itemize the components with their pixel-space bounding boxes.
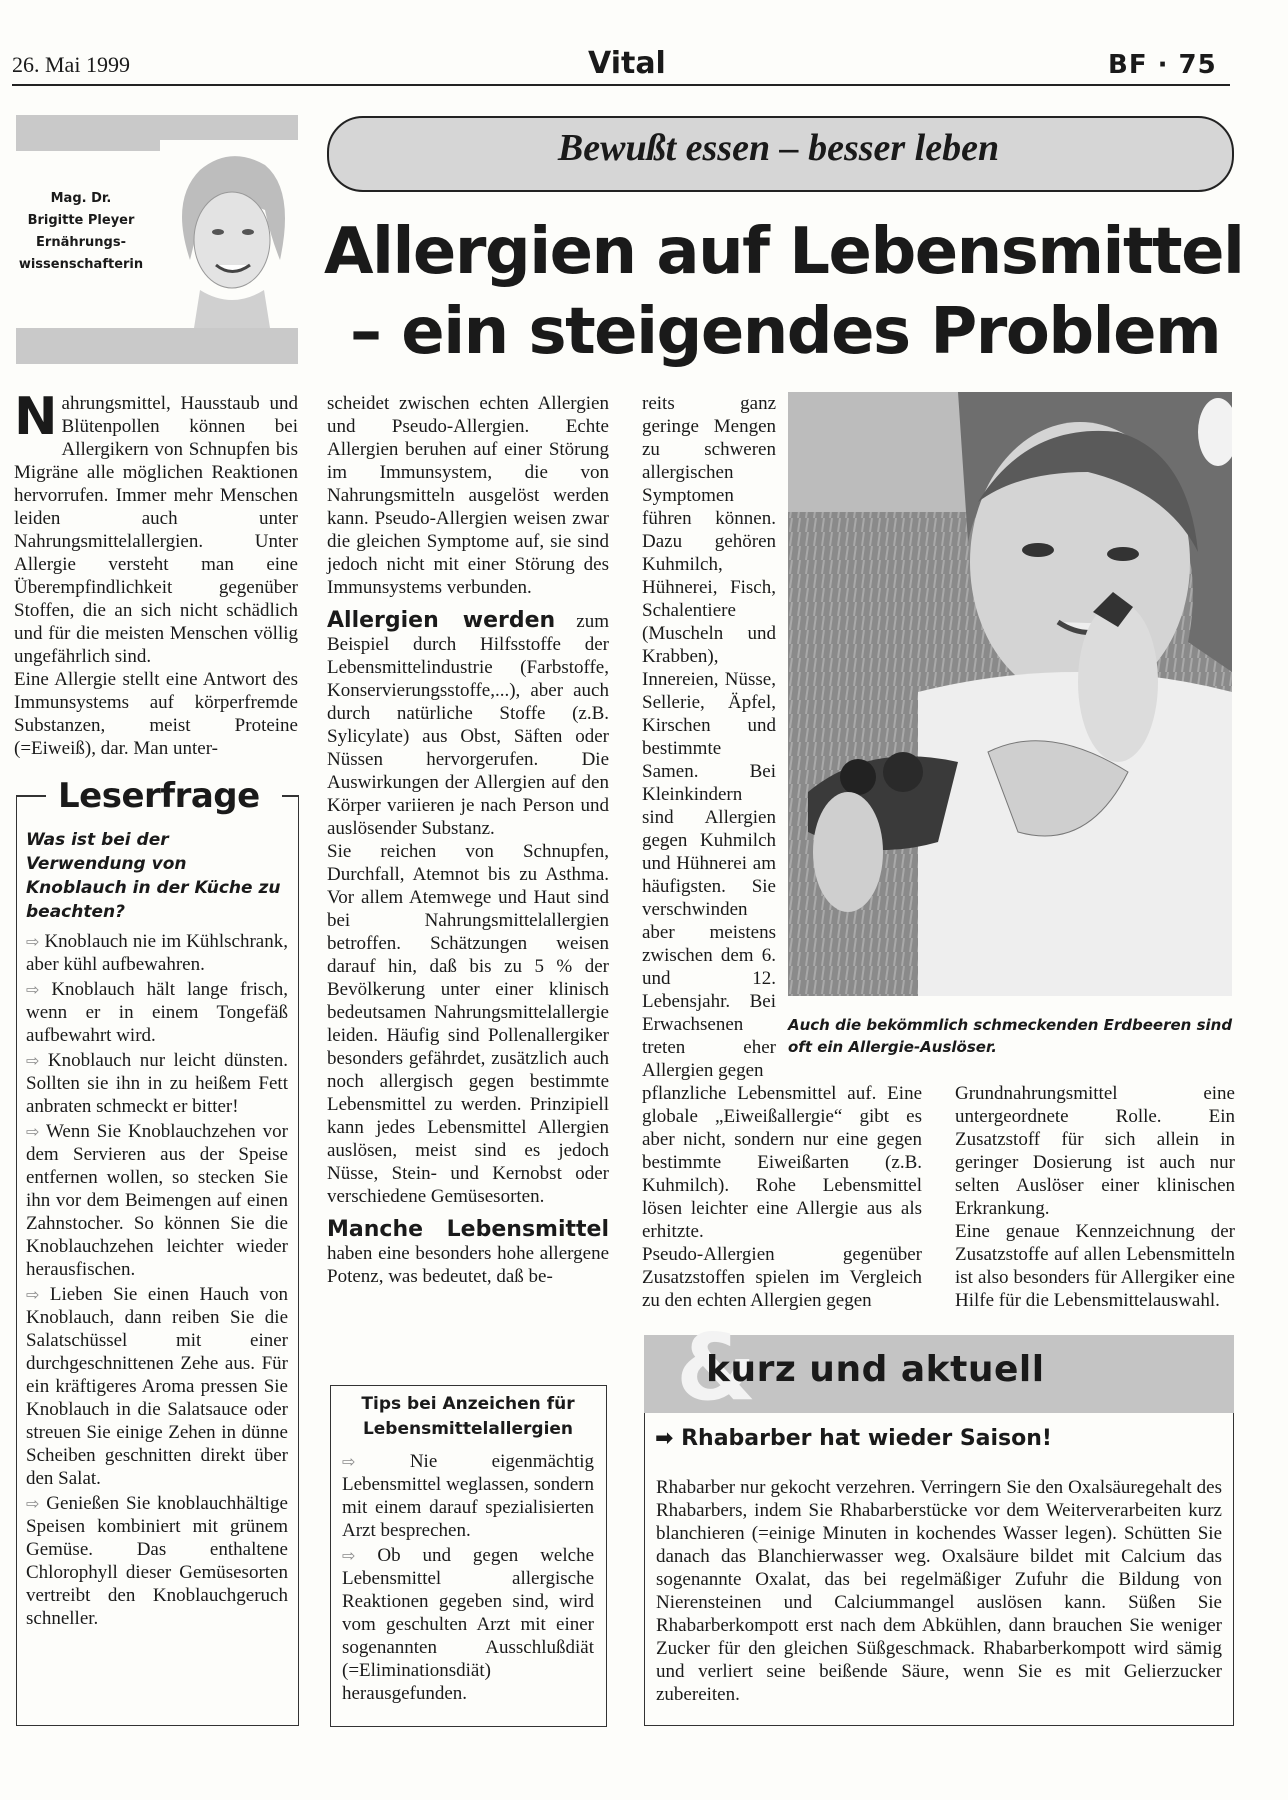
- tips-content: [342, 1392, 594, 1707]
- arrow-right-icon: ⇨: [26, 1494, 40, 1513]
- list-item: [342, 1450, 594, 1542]
- list-item: [26, 930, 288, 976]
- list-item: [26, 1049, 288, 1118]
- col2-paragraph-1: scheidet zwischen echten Allergien und Pseudo-Allergien. Echte Allergien beruhen auf einer Störung im Immunsystem, die von Nahrungsmitteln ausgelöst werden kann. Pseudo-Allergien weisen zwar die gleichen Symptome auf, sie sind jedoch nicht mit einer Störung des Immunsystems verbunden.: [327, 393, 609, 598]
- author-bar-bottom: [16, 328, 298, 364]
- col2-paragraph-2: zum Beispiel durch Hilfsstoffe der Lebensmittelindustrie (Farbstoffe, Konservierungsstoffe,...), aber auch durch natürliche Stoffe (z.B. Sylicylate) aus Obst, Säften oder Nüssen hervorgerufen. Die Auswirkungen der Allergien auf den Körper variieren je nach Person und auslösender Substanz.: [327, 611, 609, 839]
- col3-paragraph-1: reits ganz geringe Mengen zu schweren allergischen Symptomen führen können. Dazu gehören Kuhmilch, Hühnerei, Fisch, Schalentiere (Muscheln und Krabben), Innereien, Nüsse, Sellerie, Äpfel, Kirschen und bestimmte Samen. Bei Kleinkindern sind Allergien gegen Kuhmilch und Hühnerei am häufigsten. Sie verschwinden aber meistens zwischen dem 6. und 12. Lebensjahr. Bei Erwachsenen treten eher Allergien gegen: [642, 393, 776, 1081]
- bottom-left-paragraph-1: pflanzliche Lebensmittel auf. Eine globale „Eiweißallergie“ gibt es aber nicht, sondern nur eine gegen bestimmte Eiweißarten (z.B. Kuhmilch). Rohe Lebensmittel lösen leichter eine Allergie aus als erhitzte.: [642, 1083, 922, 1242]
- arrow-right-icon: ⇨: [26, 980, 40, 999]
- headline-line-2: – ein steigendes Problem: [350, 295, 1221, 369]
- list-item: [26, 978, 288, 1047]
- bottom-left-paragraph-2: Pseudo-Allergien gegenüber Zusatzstoffen spielen im Vergleich zu den echten Allergien gegen: [642, 1244, 922, 1311]
- intro-paragraph-1: ahrungsmittel, Hausstaub und Blütenpollen können bei Allergikern von Schnupfen bis Migräne alle möglichen Reaktionen hervorrufen. Immer mehr Menschen leiden auch unter Nahrungsmittelallergien. Unter Allergie versteht man eine Überempfindlichkeit gegenüber Stoffen, die an sich nicht schädlich und für die meisten Menschen völlig ungefährlich sind.: [14, 393, 298, 667]
- issue-date: 26. Mai 1999: [12, 52, 130, 77]
- col2-paragraph-3: Sie reichen von Schnupfen, Durchfall, Atemnot bis zu Asthma. Vor allem Atemwege und Haut sind bei Nahrungsmittelallergien betroffen. Schätzungen weisen darauf hin, daß bis zu 5 % der Bevölkerung unter einer klinisch bedeutsamen Nahrungsmittelallergie leiden. Häufig sind Pollenallergiker besonders gefährdet, zusätzlich auch noch allergisch gegen bestimmte Lebensmittel zu werden. Prinzipiell kann jedes Lebensmittel Allergien auslösen, meist sind es jedoch Nüsse, Stein- und Kernobst oder verschiedene Gemüsesorten.: [327, 841, 609, 1207]
- column-2: [327, 392, 609, 1288]
- headline-line-1: Allergien auf Lebensmittel: [324, 215, 1244, 289]
- list-item-text: Wenn Sie Knoblauchzehen vor dem Servieren aus der Speise entfernen wollen, so stecken Sie ihn vor dem Beimengen auf einen Zahnstocher. So können Sie die Knoblauchzehen leichter wieder herausfischen.: [26, 1121, 288, 1280]
- arrow-right-icon: ⇨: [342, 1452, 356, 1471]
- intro-paragraph-2: Eine Allergie stellt eine Antwort des Immunsystems auf körperfremde Substanzen, meist Proteine (=Eiweiß), dar. Man unter-: [14, 669, 298, 759]
- ampersand-mark: &: [676, 1314, 757, 1421]
- arrow-right-icon: ⇨: [342, 1546, 356, 1565]
- leserfrage-content: [26, 828, 288, 1632]
- bottom-left-column: [642, 1082, 922, 1312]
- list-item-text: Knoblauch hält lange frisch, wenn er in einem Tongefäß aufbewahrt wird.: [26, 979, 289, 1046]
- leserfrage-title: Leserfrage: [58, 776, 260, 816]
- list-item-text: Ob und gegen welche Lebensmittel allergische Reaktionen gegeben sind, wird vom geschulten Arzt mit einer sogenannten Ausschlußdiät (=Eliminationsdiät) herausgefunden.: [342, 1545, 595, 1704]
- tips-title: Tips bei Anzeichen für Lebensmittelallergien: [361, 1394, 575, 1439]
- bottom-right-column: [955, 1082, 1235, 1312]
- arrow-right-icon: ⇨: [26, 1122, 40, 1141]
- list-item-text: Knoblauch nur leicht dünsten. Sollten sie ihn in zu heißem Fett anbraten schmeckt er bitter!: [26, 1050, 288, 1117]
- leserfrage-question: Was ist bei der Verwendung von Knoblauch in der Küche zu beachten?: [26, 830, 281, 922]
- list-item-text: Knoblauch nie im Kühlschrank, aber kühl aufbewahren.: [26, 931, 288, 975]
- kurz-title: kurz und aktuell: [706, 1349, 1045, 1390]
- author-credit: [16, 188, 146, 276]
- list-item: [342, 1544, 594, 1705]
- list-item-text: Lieben Sie einen Hauch von Knoblauch, dann reiben Sie die Salatschüssel mit einer durchgeschnittenen Zehe aus. Für ein kräftigeres Aroma pressen Sie Knoblauch in die Salatsauce oder streuen Sie einige Zehen in dünne Scheiben geschnitten direkt über den Salat.: [26, 1284, 288, 1489]
- col2-lead-allergien: Allergien werden: [327, 608, 556, 633]
- section-title: Vital: [588, 46, 666, 81]
- photo-girl-strawberries: [788, 392, 1232, 996]
- col2-paragraph-4: haben eine besonders hohe allergene Potenz, was bedeutet, daß be-: [327, 1243, 609, 1287]
- drop-cap: N: [14, 387, 58, 447]
- arrow-right-icon: ⇨: [26, 1051, 40, 1070]
- list-item: [26, 1492, 288, 1630]
- header-rule: [12, 84, 1230, 86]
- arrow-right-icon: ➡: [655, 1426, 674, 1451]
- author-role-1: Ernährungs-: [36, 235, 126, 250]
- author-role-2: wissenschafterin: [18, 257, 144, 272]
- intro-text: [14, 387, 298, 760]
- author-name: Brigitte Pleyer: [27, 213, 135, 228]
- column-3: [642, 392, 776, 1082]
- kurz-subtitle: Rhabarber hat wieder Saison!: [681, 1426, 1052, 1451]
- author-portrait: [160, 140, 298, 328]
- kurz-subtitle-row: [655, 1426, 1052, 1451]
- page-number: BF · 75: [1108, 50, 1217, 80]
- list-item-text: Genießen Sie knoblauchhältige Speisen kombiniert mit grünem Gemüse. Das enthaltene Chlorophyll dieser Gemüsesorten vertreibt den Knoblauchgeruch schneller.: [26, 1493, 288, 1629]
- leserfrage-rule-right: [282, 795, 298, 797]
- kicker-text: Bewußt essen – besser leben: [557, 127, 1000, 169]
- arrow-right-icon: ⇨: [26, 1285, 40, 1304]
- col2-lead-manche: Manche Lebensmittel: [327, 1217, 609, 1242]
- kurz-text: Rhabarber nur gekocht verzehren. Verringern Sie den Oxalsäuregehalt des Rhabarbers, indem Sie Rhabarberstücke vor dem Weiterverarbeiten kurz blanchieren (=einige Minuten in kochendes Wasser legen). Schütten Sie danach das Blanchierwasser weg. Oxalsäure bildet mit Calcium das sogenannte Oxalat, das bei regelmäßiger Zufuhr die Bildung von Nierensteinen und Calciummangel auslösen kann. Süßen Sie Rhabarberkompott erst nach dem Abkühlen, dann brauchen Sie weniger Zucker für den gleichen Süßgeschmack. Rhabarberkompott wird sämig und verliert seine beißende Säure, wenn Sie es mit Gelierzucker zubereiten.: [656, 1477, 1222, 1705]
- author-title: Mag. Dr.: [50, 191, 112, 206]
- list-item-text: Nie eigenmächtig Lebensmittel weglassen, sondern mit einem darauf spezialisierten Arzt besprechen.: [342, 1451, 594, 1541]
- leserfrage-rule-left: [16, 795, 46, 797]
- list-item: [26, 1283, 288, 1490]
- leserfrage-list: [26, 930, 288, 1630]
- list-item: [26, 1120, 288, 1281]
- tips-list: [342, 1450, 594, 1705]
- bottom-right-paragraph-1: Grundnahrungsmittel eine untergeordnete Rolle. Ein Zusatzstoff für sich allein in geringer Dosierung ist auch nur selten Auslöser einer klinischen Erkrankung.: [955, 1083, 1235, 1219]
- arrow-right-icon: ⇨: [26, 932, 40, 951]
- photo-caption: Auch die bekömmlich schmeckenden Erdbeeren sind oft ein Allergie-Auslöser.: [788, 1016, 1233, 1056]
- bottom-right-paragraph-2: Eine genaue Kennzeichnung der Zusatzstoffe auf allen Lebensmitteln ist also besonders für Allergiker eine Hilfe für die Lebensmittelauswahl.: [955, 1221, 1235, 1311]
- headline: [324, 212, 1243, 372]
